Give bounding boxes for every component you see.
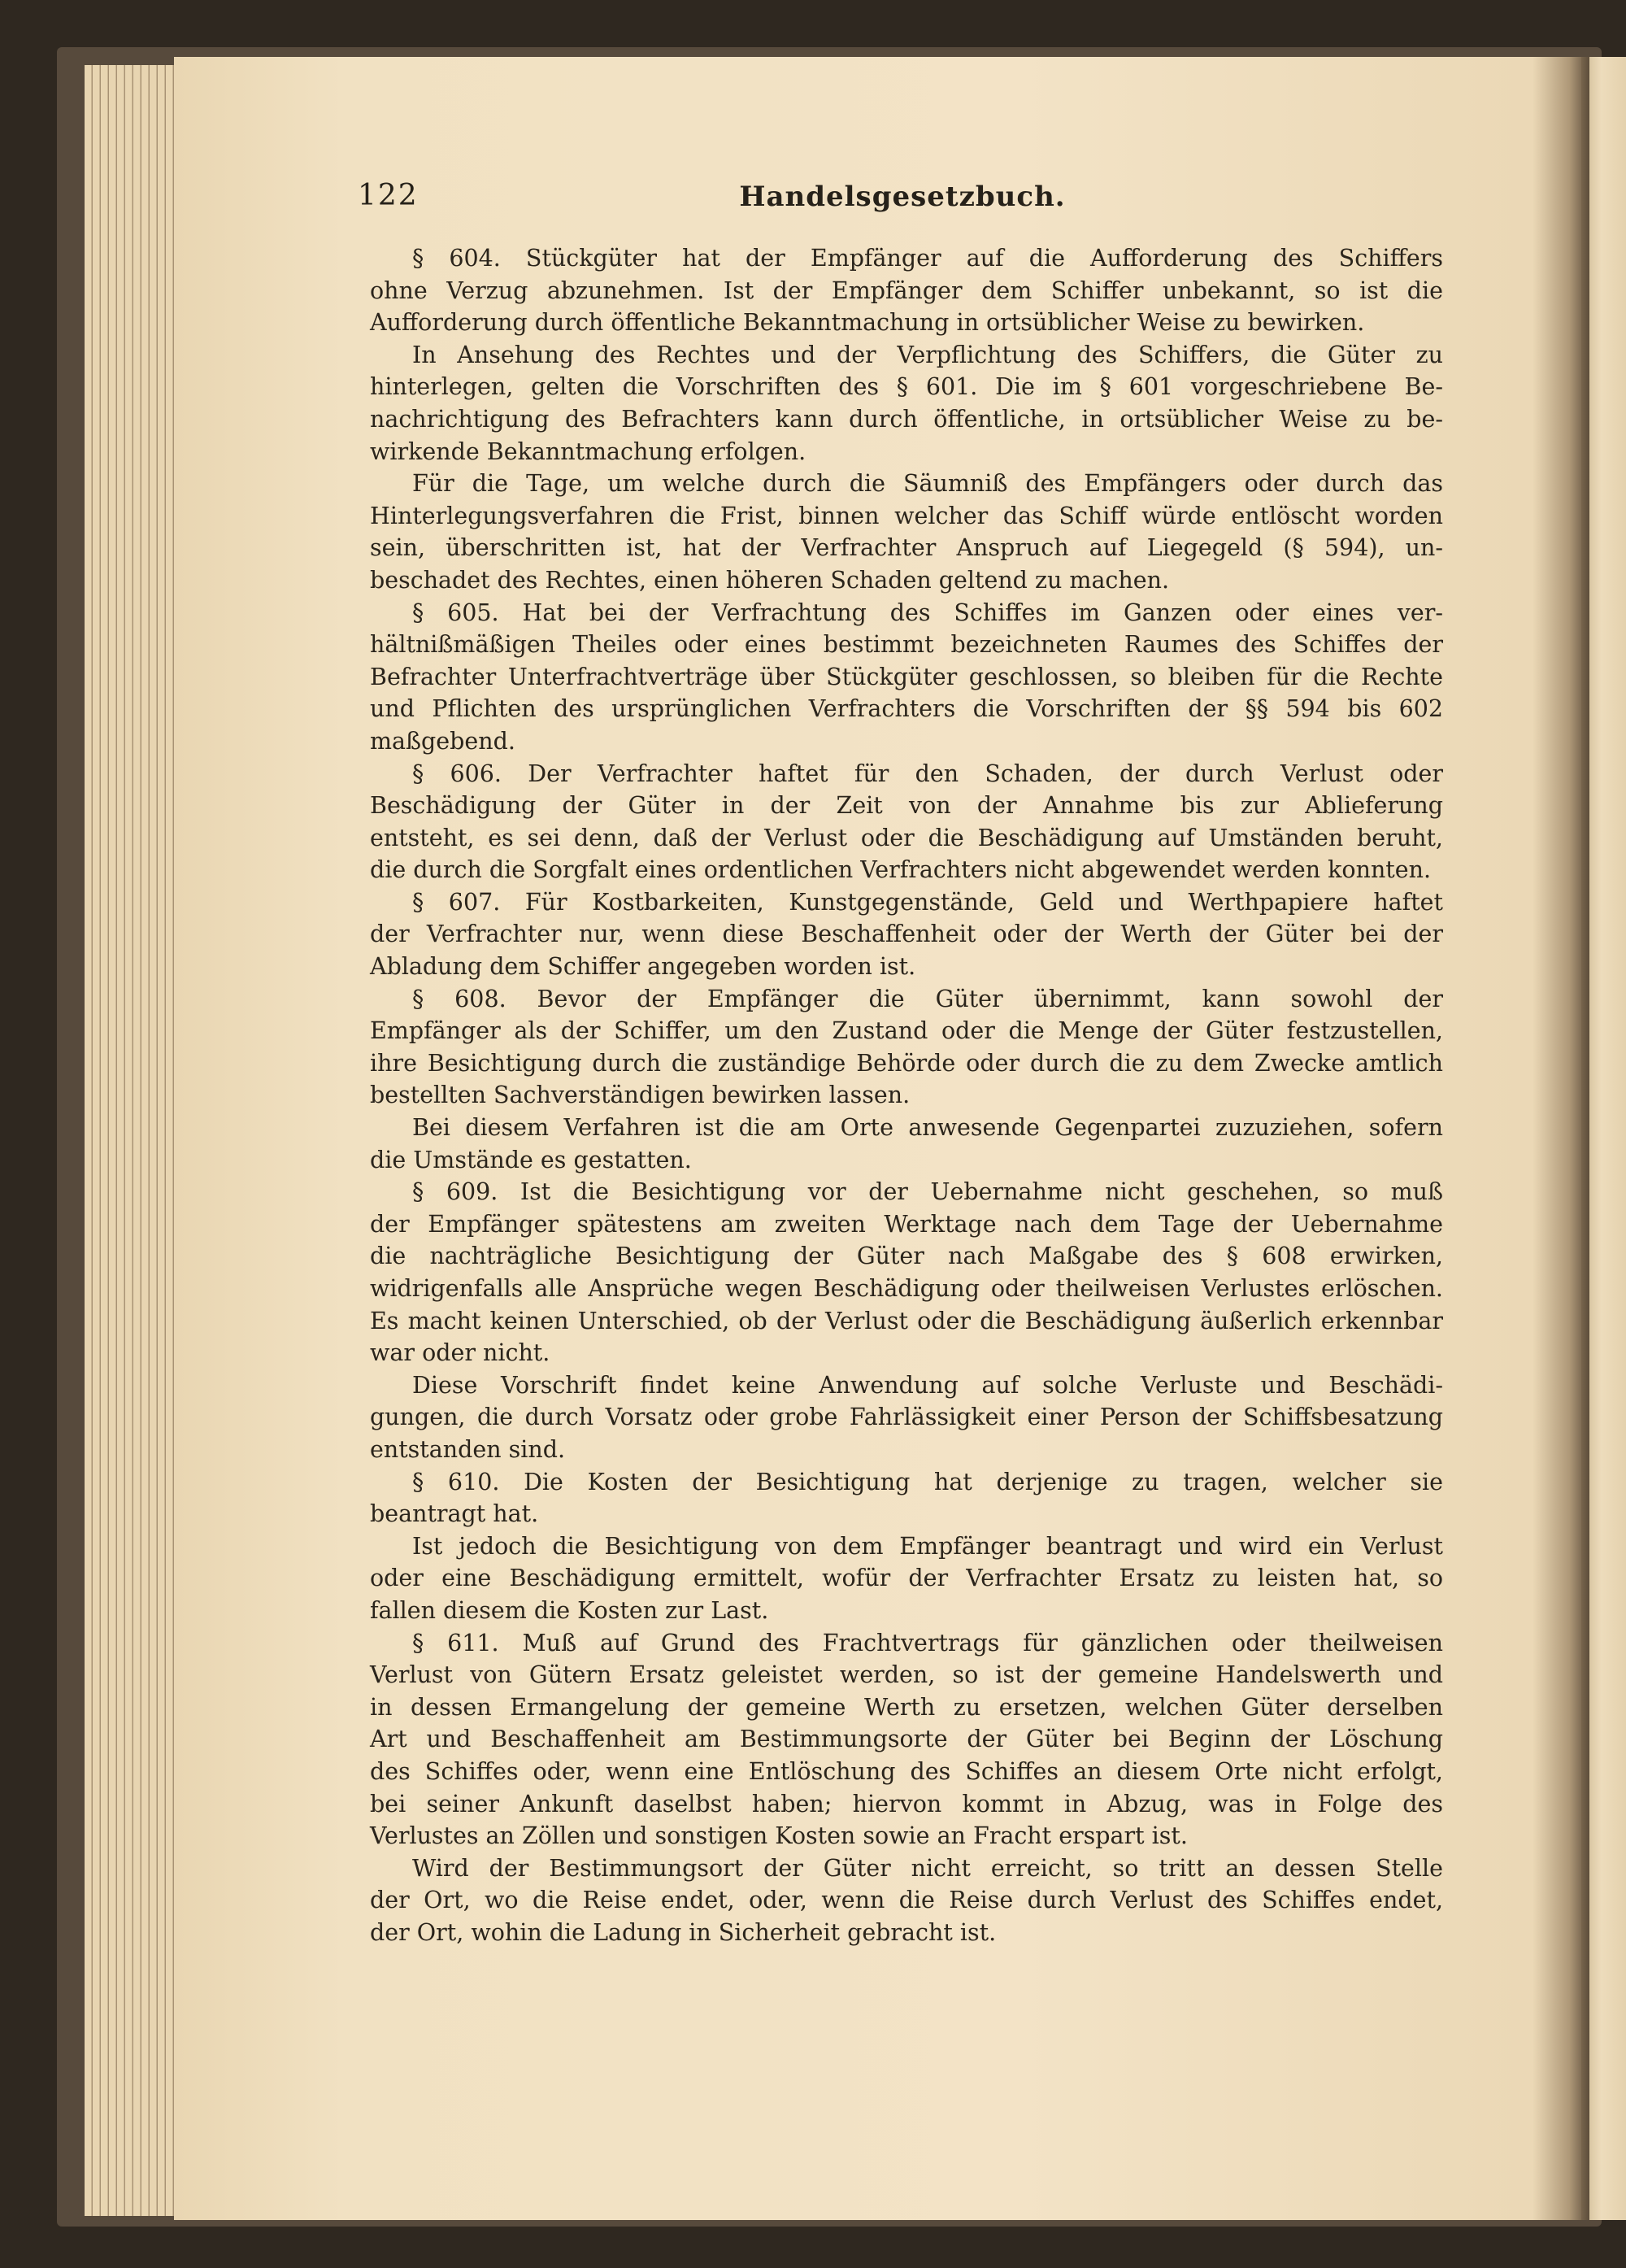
- text-line: Beschädigung der Güter in der Zeit von der Annahme bis zur Ablieferung: [370, 792, 1443, 820]
- text-line: der Ort, wohin die Ladung in Sicherheit gebracht ist.: [370, 1918, 997, 1946]
- text-line: die durch die Sorgfalt eines ordentlichen Verfrachters nicht abgewendet werden konnten.: [370, 856, 1432, 884]
- text-line: entsteht, es sei denn, daß der Verlust oder die Beschädigung auf Umständen beruht,: [370, 824, 1443, 851]
- text-line: Wird der Bestimmungsort der Güter nicht erreicht, so tritt an dessen Stelle: [412, 1854, 1443, 1882]
- gutter-shadow: [1533, 57, 1589, 2220]
- text-line: der Empfänger spätestens am zweiten Werktage nach dem Tage der Uebernahme: [370, 1210, 1443, 1238]
- text-line: oder eine Beschädigung ermittelt, wofür der Verfrachter Ersatz zu leisten hat, so: [370, 1565, 1443, 1592]
- text-line: In Ansehung des Rechtes und der Verpflichtung des Schiffers, die Güter zu: [412, 341, 1443, 368]
- text-line: Hinterlegungsverfahren die Frist, binnen welcher das Schiff würde entlöscht worden: [370, 502, 1443, 529]
- text-line: nachrichtigung des Befrachters kann durch öffentliche, in ortsüblicher Weise zu be-: [370, 405, 1443, 433]
- text-line: in dessen Ermangelung der gemeine Werth zu ersetzen, welchen Güter derselben: [370, 1693, 1443, 1721]
- text-line: gungen, die durch Vorsatz oder grobe Fahrlässigkeit einer Person der Schiffsbesatzung: [370, 1404, 1443, 1431]
- text-line: Für die Tage, um welche durch die Säumniß des Empfängers oder durch das: [412, 470, 1443, 498]
- text-line: und Pflichten des ursprünglichen Verfrachters die Vorschriften der §§ 594 bis 602: [370, 695, 1443, 723]
- text-line: sein, überschritten ist, hat der Verfrachter Anspruch auf Liegegeld (§ 594), un-: [370, 534, 1443, 562]
- text-line: widrigenfalls alle Ansprüche wegen Beschädigung oder theilweisen Verlustes erlöschen.: [370, 1275, 1443, 1302]
- text-line: bei seiner Ankunft daselbst haben; hiervon kommt in Abzug, was in Folge des: [370, 1790, 1443, 1817]
- text-line: § 611. Muß auf Grund des Frachtvertrags für gänzlichen oder theilweisen: [412, 1629, 1443, 1656]
- text-line: entstanden sind.: [370, 1435, 566, 1463]
- text-line: Empfänger als der Schiffer, um den Zustand oder die Menge der Güter festzustellen,: [370, 1017, 1443, 1045]
- text-line: beschadet des Rechtes, einen höheren Schaden geltend zu machen.: [370, 566, 1170, 594]
- text-line: § 607. Für Kostbarkeiten, Kunstgegenstände, Geld und Werthpapiere haftet: [412, 888, 1443, 916]
- text-line: Aufforderung durch öffentliche Bekanntmachung in ortsüblicher Weise zu bewirken.: [370, 309, 1365, 337]
- text-line: Diese Vorschrift findet keine Anwendung auf solche Verluste und Beschädi-: [412, 1371, 1443, 1399]
- page-header: [358, 179, 1447, 228]
- text-line: § 605. Hat bei der Verfrachtung des Schiffes im Ganzen oder eines ver-: [412, 599, 1443, 626]
- text-line: der Verfrachter nur, wenn diese Beschaffenheit oder der Werth der Güter bei der: [370, 921, 1443, 948]
- text-line: fallen diesem die Kosten zur Last.: [370, 1596, 769, 1624]
- text-line: § 610. Die Kosten der Besichtigung hat derjenige zu tragen, welcher sie: [412, 1468, 1443, 1495]
- running-head: Handelsgesetzbuch.: [739, 181, 1066, 213]
- text-line: beantragt hat.: [370, 1500, 539, 1528]
- text-line: Verlust von Gütern Ersatz geleistet werden, so ist der gemeine Handelswerth und: [370, 1661, 1443, 1689]
- text-line: Abladung dem Schiffer angegeben worden ist.: [370, 953, 916, 981]
- text-line: Verlustes an Zöllen und sonstigen Kosten sowie an Fracht erspart ist.: [370, 1822, 1188, 1850]
- text-line: die nachträgliche Besichtigung der Güter nach Maßgabe des § 608 erwirken,: [370, 1243, 1443, 1270]
- text-line: die Umstände es gestatten.: [370, 1146, 692, 1173]
- text-line: wirkende Bekanntmachung erfolgen.: [370, 437, 806, 465]
- text-line: des Schiffes oder, wenn eine Entlöschung des Schiffes an diesem Orte nicht erfolgt,: [370, 1757, 1443, 1785]
- text-line: Bei diesem Verfahren ist die am Orte anwesende Gegenpartei zuzuziehen, sofern: [412, 1114, 1443, 1142]
- text-line: hinterlegen, gelten die Vorschriften des § 601. Die im § 601 vorgeschriebene Be-: [370, 373, 1443, 401]
- text-line: ohne Verzug abzunehmen. Ist der Empfänger dem Schiffer unbekannt, so ist die: [370, 276, 1443, 304]
- page-edges: [85, 65, 174, 2216]
- text-line: § 604. Stückgüter hat der Empfänger auf die Aufforderung des Schiffers: [412, 245, 1443, 272]
- text-line: war oder nicht.: [370, 1339, 550, 1367]
- text-line: Es macht keinen Unterschied, ob der Verlust oder die Beschädigung äußerlich erkennbar: [370, 1307, 1443, 1334]
- text-line: maßgebend.: [370, 727, 515, 755]
- text-line: § 606. Der Verfrachter haftet für den Schaden, der durch Verlust oder: [412, 760, 1443, 787]
- page-number: 122: [358, 179, 419, 212]
- text-line: der Ort, wo die Reise endet, oder, wenn die Reise durch Verlust des Schiffes endet,: [370, 1887, 1443, 1914]
- text-line: Ist jedoch die Besichtigung von dem Empfänger beantragt und wird ein Verlust: [412, 1532, 1443, 1560]
- text-line: § 609. Ist die Besichtigung vor der Uebernahme nicht geschehen, so muß: [412, 1178, 1443, 1206]
- text-line: § 608. Bevor der Empfänger die Güter übernimmt, kann sowohl der: [412, 985, 1443, 1012]
- text-line: Befrachter Unterfrachtverträge über Stückgüter geschlossen, so bleiben für die Rechte: [370, 663, 1443, 690]
- text-line: hältnißmäßigen Theiles oder eines bestimmt bezeichneten Raumes des Schiffes der: [370, 631, 1443, 659]
- text-line: bestellten Sachverständigen bewirken lassen.: [370, 1082, 911, 1109]
- body-text: [370, 242, 1443, 1948]
- text-line: ihre Besichtigung durch die zuständige Behörde oder durch die zu dem Zwecke amtlich: [370, 1049, 1443, 1077]
- text-line: Art und Beschaffenheit am Bestimmungsorte der Güter bei Beginn der Löschung: [370, 1726, 1443, 1753]
